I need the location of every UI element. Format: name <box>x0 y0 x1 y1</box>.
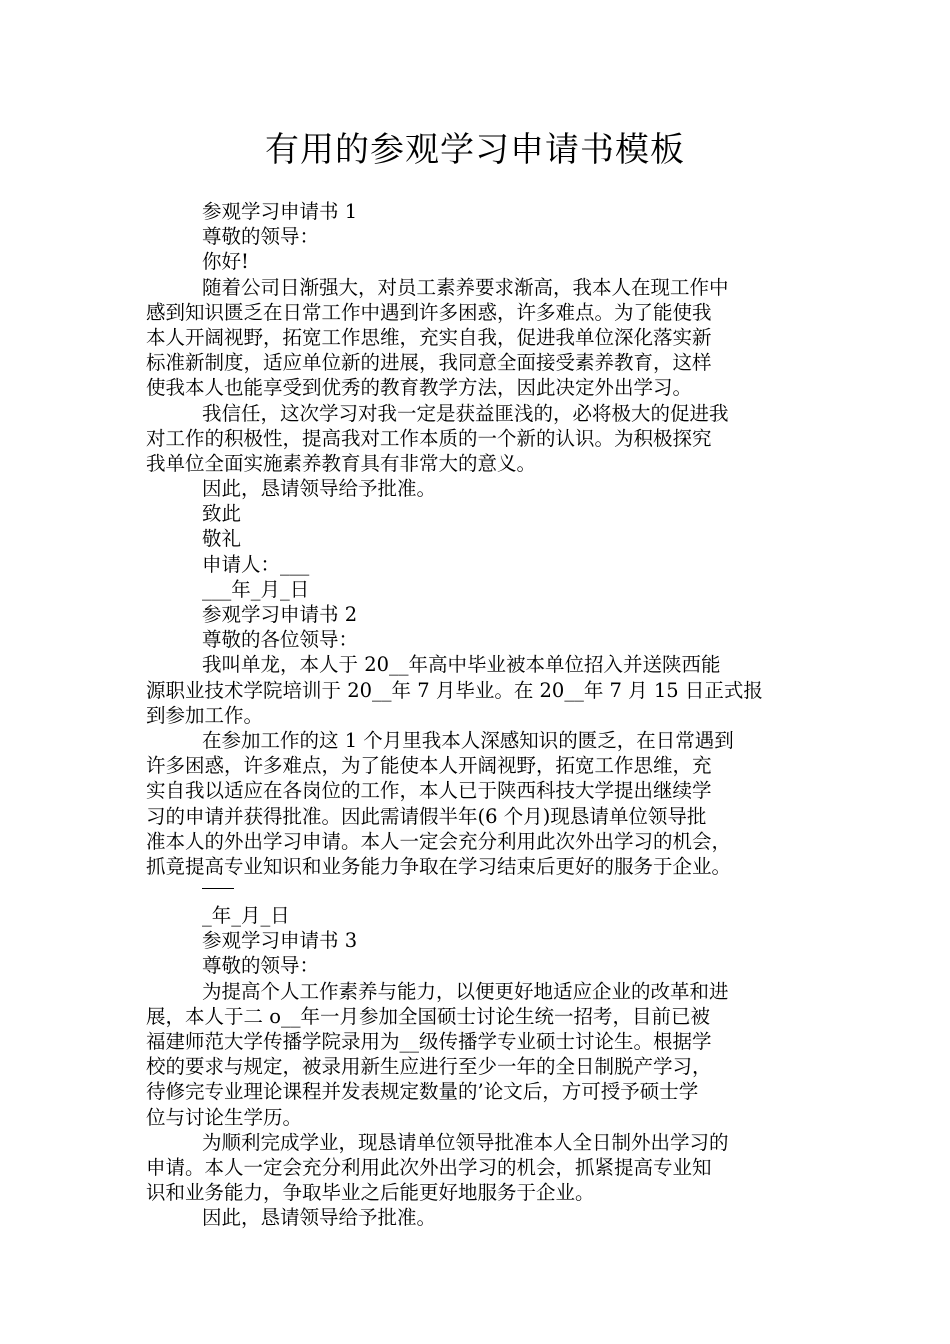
document-title: 有用的参观学习申请书模板 <box>265 130 685 170</box>
text-line: 你好! <box>202 250 249 274</box>
text-line: 许多困惑，许多难点，为了能使本人开阔视野，拓宽工作思维，充 <box>146 754 712 778</box>
text-line: 使我本人也能享受到优秀的教育教学方法，因此决定外出学习。 <box>146 376 693 400</box>
text-line: 实自我以适应在各岗位的工作，本人已于陕西科技大学提出继续学 <box>146 779 712 803</box>
text-line: 展，本人于二 o__年一月参加全国硕士讨论生统一招考，目前已被 <box>146 1004 710 1028</box>
text-line: 源职业技术学院培训于 20__年 7 月毕业。在 20__年 7 月 15 日正式报 <box>146 678 763 702</box>
text-line: 准本人的外出学习申请。本人一定会充分利用此次外出学习的机会， <box>146 829 732 853</box>
text-line: 抓竟提高专业知识和业务能力争取在学习结束后更好的服务于企业。 <box>146 854 732 878</box>
text-line: 为顺利完成学业，现恳请单位领导批准本人全日制外出学习的 <box>202 1130 729 1154</box>
text-line: 习的申请并获得批准。因此需请假半年(6 个月)现恳请单位领导批 <box>146 804 707 828</box>
text-line: 致此 <box>202 502 242 526</box>
text-line: 随着公司日渐强大，对员工素养要求渐高，我本人在现工作中 <box>202 275 729 299</box>
text-line: 识和业务能力，争取毕业之后能更好地服务于企业。 <box>146 1181 595 1205</box>
text-line: _年_月_日 <box>202 904 290 928</box>
text-line <box>146 879 810 903</box>
text-line: 福建师范大学传播学院录用为__级传播学专业硕士讨论生。根据学 <box>146 1030 712 1053</box>
text-line: 到参加工作。 <box>146 703 264 727</box>
text-line: 申请。本人一定会充分利用此次外出学习的机会，抓紧提高专业知 <box>146 1155 712 1179</box>
text-line: 位与讨论生学历。 <box>146 1105 303 1129</box>
signature-underline <box>202 888 234 889</box>
text-line: 我信任，这次学习对我一定是获益匪浅的，必将极大的促进我 <box>202 401 729 425</box>
text-line: 尊敬的领导： <box>202 954 320 978</box>
text-line: 尊敬的领导： <box>202 225 320 249</box>
text-line: 待修完专业理论课程并发表规定数量的’论文后，方可授予硕士学 <box>146 1080 699 1104</box>
document-body <box>146 199 810 1231</box>
text-line: 敬礼 <box>202 527 242 551</box>
text-line: 申请人：___ <box>202 552 310 576</box>
text-line: 标准新制度，适应单位新的进展，我同意全面接受素养教育，这样 <box>146 351 712 375</box>
text-line: 尊敬的各位领导： <box>202 628 359 652</box>
text-line: 我叫单龙，本人于 20__年高中毕业被本单位招入并送陕西能 <box>202 653 721 677</box>
text-line: 参观学习申请书 2 <box>202 603 358 626</box>
text-line: 我单位全面实施素养教育具有非常大的意义。 <box>146 451 537 475</box>
text-line: 感到知识匮乏在日常工作中遇到许多困惑，许多难点。为了能使我 <box>146 300 712 324</box>
text-line: 参观学习申请书 1 <box>202 200 358 223</box>
text-line: 本人开阔视野，拓宽工作思维，充实自我，促进我单位深化落实新 <box>146 325 712 349</box>
text-line: 为提高个人工作素养与能力，以便更好地适应企业的改革和进 <box>202 979 729 1003</box>
text-line: 因此，恳请领导给予批准。 <box>202 477 437 501</box>
text-line: 参观学习申请书 3 <box>202 929 358 953</box>
text-line: 校的要求与规定，被录用新生应进行至少一年的全日制脱产学习， <box>146 1055 712 1079</box>
text-line: 因此，恳请领导给予批准。 <box>202 1206 437 1230</box>
text-line: 在参加工作的这 1 个月里我本人深感知识的匮乏，在日常遇到 <box>202 728 734 752</box>
text-line: ___年_月_日 <box>202 577 310 601</box>
text-line: 对工作的积极性，提高我对工作本质的一个新的认识。为积极探究 <box>146 426 712 450</box>
